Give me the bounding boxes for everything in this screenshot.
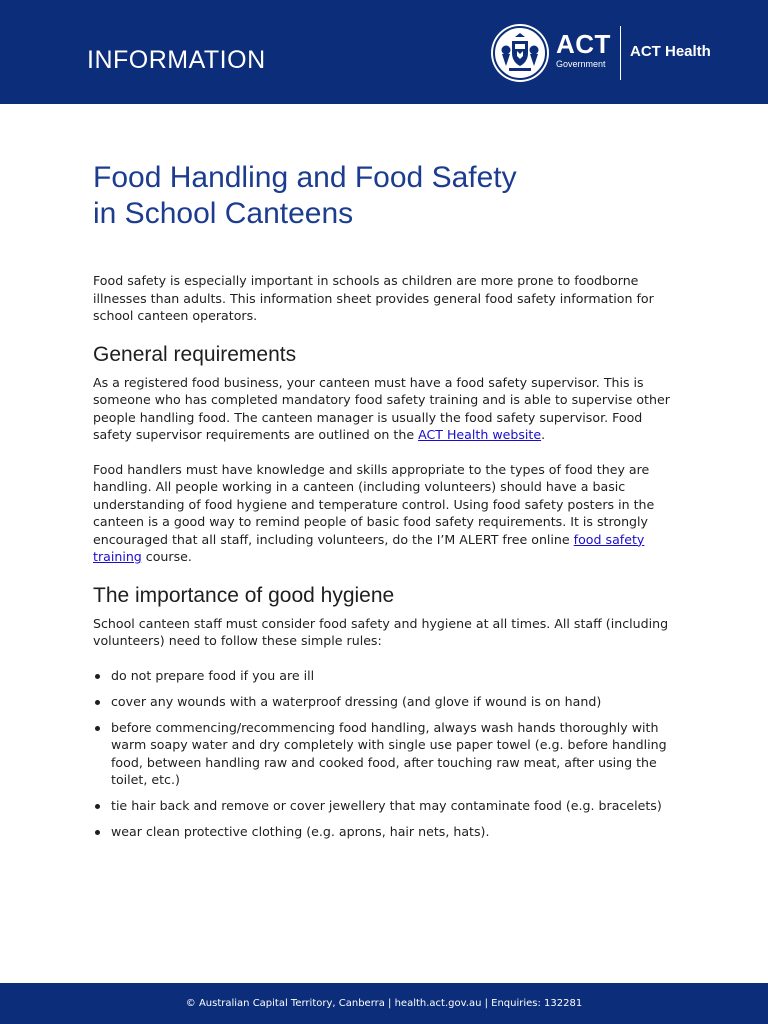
act-health-website-link[interactable]: ACT Health website	[418, 427, 542, 442]
act-government-logo	[556, 31, 611, 70]
document-body	[93, 272, 678, 849]
good-hygiene-heading: The importance of good hygiene	[93, 583, 395, 607]
logo-subtext: Government	[556, 59, 606, 69]
supervisor-text-end: .	[541, 427, 546, 442]
department-name: ACT Health	[630, 43, 711, 60]
food-handlers-paragraph	[93, 461, 678, 566]
header-label: INFORMATION	[87, 46, 266, 74]
food-safety-supervisor-paragraph	[93, 374, 678, 444]
act-coat-of-arms-icon	[491, 24, 549, 82]
list-item: before commencing/recommencing food handling, always wash hands thoroughly with warm soapy water and dry completely with single use paper towel (e.g. before handling food, between handling raw and cooked food, after touching raw meat, after using the toilet, etc.)	[93, 719, 678, 789]
logo-text: ACT	[556, 29, 611, 59]
list-item: cover any wounds with a waterproof dressing (and glove if wound is on hand)	[93, 693, 678, 711]
list-item: wear clean protective clothing (e.g. aprons, hair nets, hats).	[93, 823, 678, 841]
food-handlers-text: Food handlers must have knowledge and skills appropriate to the types of food they are handling. All people working in a canteen (including volunteers) should have a basic understanding of food hygiene and temperature control. Using food safety posters in the canteen is a good way to remind people of basic food safety requirements. It is strongly encouraged that all staff, including volunteers, do the I’M ALERT free online	[93, 461, 655, 547]
supervisor-text: As a registered food business, your canteen must have a food safety supervisor. This is someone who has completed mandatory food safety training and is able to supervise other people handling food. The canteen manager is usually the food safety supervisor. Food safety supervisor requirements are outlined on the	[93, 374, 670, 442]
list-item: do not prepare food if you are ill	[93, 667, 678, 685]
intro-paragraph: Food safety is especially important in schools as children are more prone to foodborne illnesses than adults. This information sheet provides general food safety information for school canteen operators.	[93, 273, 654, 323]
document-title	[93, 160, 673, 232]
food-handlers-text-end: course.	[141, 549, 192, 564]
footer-text: © Australian Capital Territory, Canberra | health.act.gov.au | Enquiries: 132281	[185, 998, 583, 1009]
document-title-line-2: in School Canteens	[93, 197, 354, 230]
document-title-line-1: Food Handling and Food Safety	[93, 161, 517, 194]
list-item: tie hair back and remove or cover jewellery that may contaminate food (e.g. bracelets)	[93, 797, 678, 815]
page-header	[0, 0, 768, 104]
general-requirements-heading: General requirements	[93, 342, 297, 366]
hygiene-intro-paragraph: School canteen staff must consider food safety and hygiene at all times. All staff (including volunteers) need to follow these simple rules:	[93, 615, 669, 648]
page-footer	[0, 983, 768, 1024]
food-safety-training-link[interactable]: food safety training	[93, 531, 645, 564]
header-divider	[620, 26, 621, 80]
hygiene-rules-list	[93, 667, 678, 841]
